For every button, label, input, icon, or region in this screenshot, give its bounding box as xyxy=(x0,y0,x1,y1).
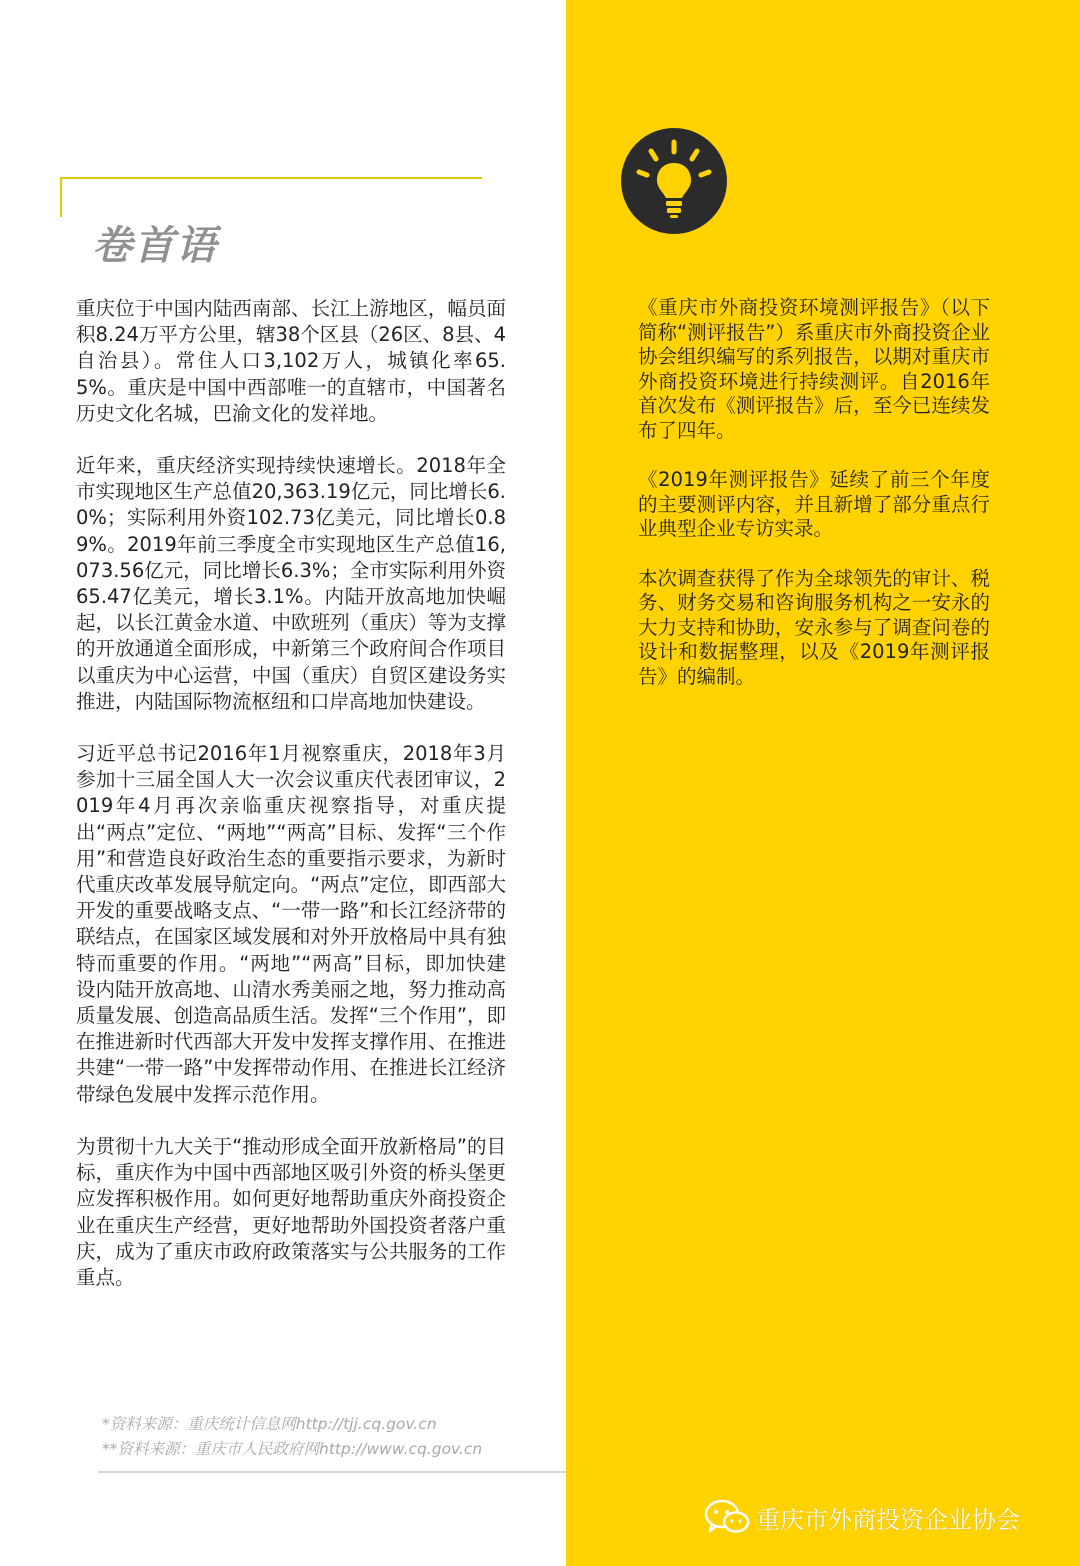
paragraph-intro: 重庆位于中国内陆西南部、长江上游地区，幅员面积8.24万平方公里，辖38个区县（26区、8县、4自治县）。常住人口3,102万人，城镇化率65.5%。重庆是中国中西部唯一的直辖市，中国著名历史文化名城，巴渝文化的发祥地。 xyxy=(76,297,506,425)
side-paragraph-content: 《2019年测评报告》延续了前三个年度的主要测评内容，并且新增了部分重点行业典型企业专访实录。 xyxy=(638,468,990,540)
paragraph-economy: 近年来，重庆经济实现持续快速增长。2018年全市实现地区生产总值20,363.19亿元，同比增长6.0%；实际利用外资102.73亿美元，同比增长0.89%。2019年前三季度全市实现地区生产总值16,073.56亿元，同比增长6.3%；全市实际利用外资65.47亿美元，增长3.1%。内陆开放高地加快崛起，以长江黄金水道、中欧班列（重庆）等为支撑的开放通道全面形成，中新第三个政府间合作项目以重庆为中心运营，中国（重庆）自贸区建设务实推进，内陆国际物流枢纽和口岸高地加快建设。 xyxy=(76,454,506,713)
source-notes xyxy=(102,1412,482,1462)
source-note-2: **资料来源：重庆市人民政府网http://www.cq.gov.cn xyxy=(102,1440,483,1458)
paragraph-goal: 为贯彻十九大关于“推动形成全面开放新格局”的目标，重庆作为中国中西部地区吸引外资的桥头堡更应发挥积极作用。如何更好地帮助重庆外商投资企业在重庆生产经营，更好地帮助外国投资者落户重庆，成为了重庆市政府政策落实与公共服务的工作重点。 xyxy=(76,1134,506,1289)
page-title: 卷首语 xyxy=(92,223,218,269)
side-paragraph-report: 《重庆市外商投资环境测评报告》（以下简称“测评报告”）系重庆市外商投资企业协会组织编写的系列报告，以期对重庆市外商投资环境进行持续测评。自2016年首次发布《测评报告》后，至今已连续发布了四年。 xyxy=(638,296,990,442)
main-text-column xyxy=(76,296,506,1291)
brand-name: 重庆市外商投资企业协会 xyxy=(756,1505,1020,1534)
lightbulb-icon xyxy=(621,128,727,234)
heading-frame xyxy=(60,177,482,217)
footer-divider xyxy=(98,1471,566,1473)
yellow-side-panel xyxy=(566,0,1080,1566)
side-paragraph-support: 本次调查获得了作为全球领先的审计、税务、财务交易和咨询服务机构之一安永的大力支持和协助，安永参与了调查问卷的设计和数据整理，以及《2019年测评报告》的编制。 xyxy=(638,566,990,688)
wechat-icon xyxy=(704,1499,750,1535)
side-text-column xyxy=(638,296,990,689)
paragraph-guidance: 习近平总书记2016年1月视察重庆，2018年3月参加十三届全国人大一次会议重庆代表团审议，2019年4月再次亲临重庆视察指导，对重庆提出“两点”定位、“两地”“两高”目标、发挥“三个作用”和营造良好政治生态的重要指示要求，为新时代重庆改革发展导航定向。“两点”定位，即西部大开发的重要战略支点、“一带一路”和长江经济带的联结点，在国家区域发展和对外开放格局中具有独特而重要的作用。“两地”“两高”目标，即加快建设内陆开放高地、山清水秀美丽之地，努力推动高质量发展、创造高品质生活。发挥“三个作用”，即在推进新时代西部大开发中发挥支撑作用、在推进共建“一带一路”中发挥带动作用、在推进长江经济带绿色发展中发挥示范作用。 xyxy=(76,742,506,1106)
source-note-1: *资料来源：重庆统计信息网http://tjj.cq.gov.cn xyxy=(102,1415,437,1433)
brand-watermark xyxy=(704,1497,1020,1537)
